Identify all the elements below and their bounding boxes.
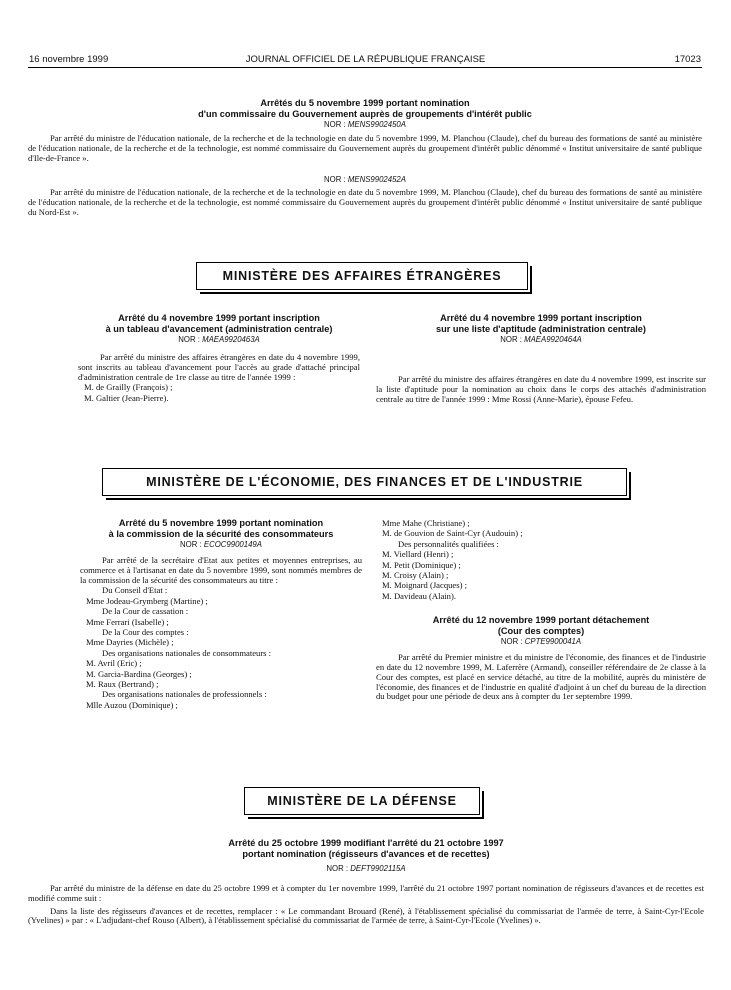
ministry-heading-economie-finances: MINISTÈRE DE L'ÉCONOMIE, DES FINANCES ET DE L'INDUSTRIE [102,468,627,496]
name-list-item: M. Garcia-Bardina (Georges) ; [86,668,192,679]
ministry-heading-affaires-etrangeres: MINISTÈRE DES AFFAIRES ÉTRANGÈRES [196,262,528,290]
article-title-line1: Arrêté du 25 octobre 1999 modifiant l'arrêté du 21 octobre 1997 [228,838,504,848]
article-title-line2: à la commission de la sécurité des consommateurs [108,529,334,539]
nor-reference: NOR : ECOC9900149A [180,540,262,549]
nor-reference: NOR : DEFT9902115A [326,864,406,873]
name-list-item: M. Moignard (Jacques) ; [382,580,467,591]
name-list-item: Mlle Auzou (Dominique) ; [86,699,178,710]
name-list-item: Mme Jodeau-Grymberg (Martine) ; [86,595,208,606]
list-heading: De la Cour de cassation : [102,606,189,617]
name-list-item: Mme Ferrari (Isabelle) ; [86,616,169,627]
member-list [80,585,362,710]
header-page-number: 17023 [674,54,701,65]
article-title-line1: Arrêté du 4 novembre 1999 portant inscription [440,313,642,323]
article-maea-liste [376,313,706,404]
header-rule [28,67,702,68]
list-heading: Des personnalités qualifiées : [398,538,499,549]
article-title-line2: portant nomination (régisseurs d'avances et de recettes) [242,849,490,859]
article-deft [28,838,704,926]
list-heading: Des organisations nationales de consommateurs : [102,647,272,658]
article-ecoc [80,518,362,710]
header-date: 16 novembre 1999 [29,54,109,65]
article-paragraph: Par arrêté du ministre de l'éducation nationale, de la recherche et de la technologie en date du 5 novembre 1999, M. Planchou (Claude), chef du bureau des formations de santé au ministère de l'éducation nationale, de la recherche et de la technologie, est nommé commissaire du Gouvernement auprès du groupement d'intérêt public dénommé « Institut universitaire de santé publique d'Ile-de-France ». [28,133,702,163]
article-paragraph: Par arrêté du ministre de l'éducation nationale, de la recherche et de la technologie en date du 5 novembre 1999, M. Planchou (Claude), chef du bureau des formations de santé au ministère de l'éducation nationale, de la recherche et de la technologie, est nommé commissaire du Gouvernement auprès du groupement d'intérêt public dénommé « Institut universitaire de santé publique du Nord-Est ». [28,187,702,217]
article-paragraph: Par arrêté de la secrétaire d'Etat aux petites et moyennes entreprises, au commerce et à l'artisanat en date du 5 novembre 1999, sont nommés membres de la commission de la sécurité des consommateurs au titre : [80,555,362,585]
article-mens [28,98,702,218]
article-title-line1: Arrêté du 5 novembre 1999 portant nomination [118,518,324,528]
nor-reference: NOR : MAEA9920464A [500,335,582,344]
nor-reference: NOR : CPTE9900041A [500,637,582,647]
article-title-line1: Arrêté du 4 novembre 1999 portant inscription [118,313,320,323]
nor-reference: NOR : MENS9902450A [324,120,406,129]
article-title-line2: d'un commissaire du Gouvernement auprès de groupements d'intérêt public [198,109,532,119]
article-paragraph: Par arrêté du Premier ministre et du ministre de l'économie, des finances et de l'industrie en date du 12 novembre 1999, M. Laferrère (Armand), conseiller référendaire de 2e classe à la Cour des comptes, est placé en service détaché, au titre de la mobilité, auprès du ministère de l'économie, des finances et de l'industrie en qualité d'adjoint à un chef du bureau de la direction du budget pour une période de deux ans à compter du 1er septembre 1999. [376,652,706,702]
name-list-item: M. Davideau (Alain). [382,590,456,601]
member-list [376,518,706,601]
name-list-item: Mme Dayries (Michèle) ; [86,637,174,648]
list-heading: Du Conseil d'Etat : [102,585,168,596]
article-title-line2: à un tableau d'avancement (administration centrale) [105,324,333,334]
ministry-heading-defense: MINISTÈRE DE LA DÉFENSE [244,787,480,815]
name-list-item: M. Avril (Eric) ; [86,658,142,669]
header-journal: JOURNAL OFFICIEL DE LA RÉPUBLIQUE FRANÇAISE [245,54,486,65]
list-heading: Des organisations nationales de professionnels : [102,689,267,700]
article-paragraph: Dans la liste des régisseurs d'avances et de recettes, remplacer : « Le commandant Brouard (René), à l'établissement spécialisé du commissariat de l'armée de terre, à Saint-Cyr-l'Ecole (Yvelines) » par : « L'adjudant-chef Rouso (Albert), à l'établissement spécialisé du commissariat de l'armée de terre, à Saint-Cyr-l'Ecole (Yvelines) ». [28,905,704,926]
name-list-item: M. de Gouvion de Saint-Cyr (Audouin) ; [382,528,523,539]
name-list-item: M. de Grailly (François) ; [84,382,173,393]
article-paragraph: Par arrêté du ministre des affaires étrangères en date du 4 novembre 1999, est inscrite sur la liste d'aptitude pour la nomination au choix dans le corps des attachés d'administration centrale au titre de l'année 1999 : Mme Rossi (Anne-Marie), épouse Fefeu. [376,374,706,404]
nor-reference: NOR : MAEA9920463A [178,335,260,344]
name-list-item: M. Croisy (Alain) ; [382,570,449,581]
article-ecoc-continued [376,518,706,702]
article-paragraph: Par arrêté du ministre des affaires étrangères en date du 4 novembre 1999, sont inscrits au tableau d'avancement pour l'accès au grade d'attaché principal d'administration centrale de 1re classe au titre de l'année 1999 : [78,352,360,382]
nor-reference: NOR : MENS9902452A [324,175,406,185]
article-paragraph: Par arrêté du ministre de la défense en date du 25 octobre 1999 et à compter du 1er novembre 1999, l'arrêté du 21 octobre 1997 portant nomination de régisseurs d'avances et de recettes est modifié comme suit : [28,883,704,903]
name-list-item: M. Viellard (Henri) ; [382,549,454,560]
article-title-line2: sur une liste d'aptitude (administration centrale) [436,324,646,334]
article-maea-tableau [78,313,360,403]
name-list-item: M. Petit (Dominique) ; [382,559,461,570]
name-list-item: M. Galtier (Jean-Pierre). [84,392,169,403]
article-title-line2: (Cour des comptes) [497,626,585,637]
article-title-line1: Arrêtés du 5 novembre 1999 portant nomination [260,98,470,108]
name-list-item: M. Raux (Bertrand) ; [86,679,159,690]
article-title-line1: Arrêté du 12 novembre 1999 portant détachement [432,615,650,626]
list-heading: De la Cour des comptes : [102,627,189,638]
name-list-item: Mme Mahe (Christiane) ; [382,518,470,528]
